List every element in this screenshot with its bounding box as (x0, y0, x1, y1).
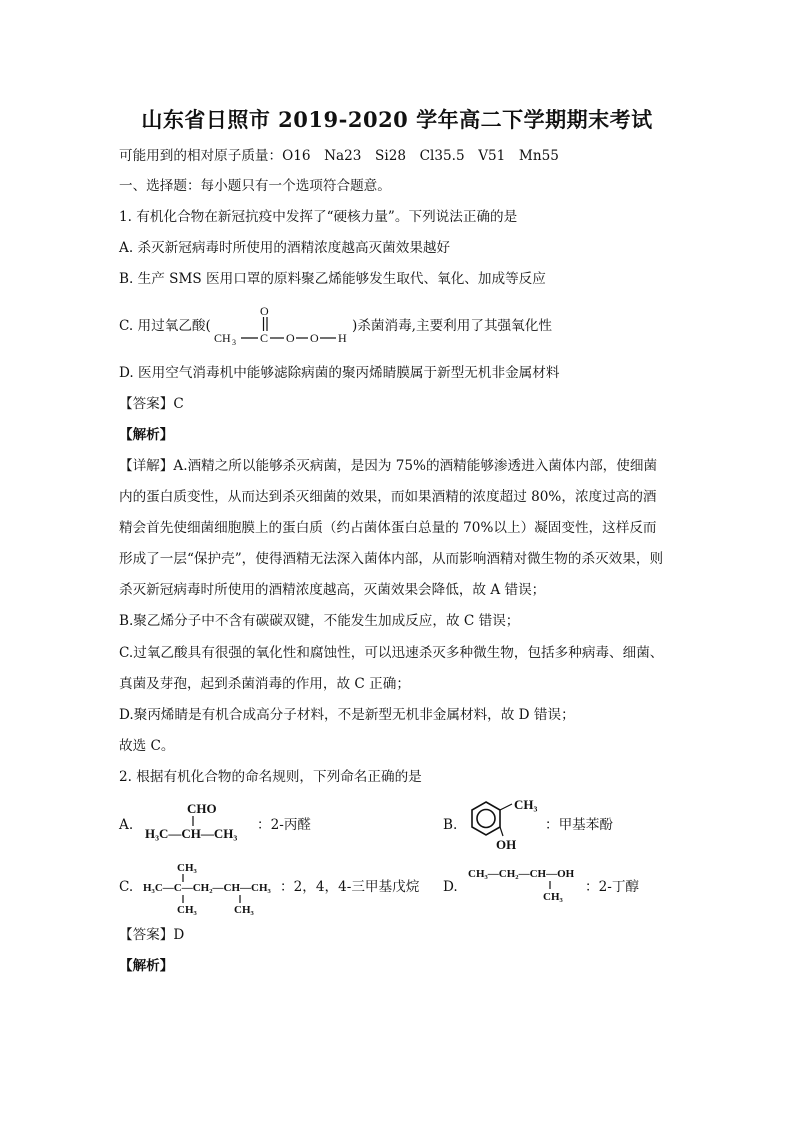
pa-o2: O (310, 331, 319, 345)
q2a-chain: H₃C—CH—CH₃ (145, 826, 238, 841)
q2-option-a-name: ：2-丙醛 (257, 817, 312, 833)
q1-option-c-prefix: C. 用过氧乙酸( (119, 318, 211, 334)
pa-o1: O (286, 331, 295, 345)
q2-stem: 2. 根据有机化合物的命名规则，下列命名正确的是 (119, 769, 422, 785)
q2-option-a-label: A. (119, 817, 134, 833)
q2-option-d-label: D. (443, 879, 458, 895)
q2b-oh-bond (500, 827, 503, 836)
page-title: 山东省日照市 2019-2020 学年高二下学期期末考试 (141, 107, 653, 132)
q1-detail-line-4: 形成了一层“保护壳”，使得酒精无法深入菌体内部，从而影响酒精对微生物的杀灭效果，则 (119, 551, 664, 567)
q1-detail-line-7: C.过氧乙酸具有很强的氧化性和腐蚀性，可以迅速杀灭多种微生物，包括多种病毒、细菌、 (119, 645, 664, 661)
q1-detail-line-8: 真菌及芽孢，起到杀菌消毒的作用，故 C 正确； (119, 676, 410, 692)
q2a-cho: CHO (187, 801, 217, 816)
q2-b-structure (466, 796, 546, 854)
q2c-main-chain: H₃C—C—CH₂—CH—CH₃ (143, 882, 271, 894)
q1-detail-line-10: 故选 C。 (119, 738, 175, 754)
q1-option-c-suffix: )杀菌消毒,主要利用了其强氧化性 (352, 318, 552, 334)
q2c-bottom-ch3-1: CH₃ (177, 904, 197, 916)
q2b-methyl-bond (500, 804, 512, 810)
q1-detail-line-5: 杀灭新冠病毒时所使用的酒精浓度越高，灭菌效果会降低，故 A 错误； (119, 582, 546, 598)
q1-detail-line-3: 精会首先使细菌细胞膜上的蛋白质（约占菌体蛋白总量的 70%以上）凝固变性，这样反而 (119, 520, 657, 536)
q1-answer: 【答案】C (119, 396, 184, 412)
q1-stem: 1. 有机化合物在新冠抗疫中发挥了“硬核力量”。下列说法正确的是 (119, 209, 518, 225)
q2b-oh: OH (496, 837, 517, 852)
q1-detail-line-2: 内的蛋白质变性，从而达到杀灭细菌的效果，而如果酒精的浓度超过 80%，浓度过高的酒 (119, 489, 657, 505)
q1-detail-line-6: B.聚乙烯分子中不含有碳碳双键，不能发生加成反应，故 C 错误； (119, 613, 520, 629)
q2-answer: 【答案】D (119, 927, 185, 943)
pa-carbon: C (260, 331, 269, 345)
q1-detail-line-9: D.聚丙烯睛是有机合成高分子材料，不是新型无机非金属材料，故 D 错误； (119, 707, 575, 723)
pa-ch3: CH (214, 331, 231, 345)
peracetic-acid-structure (212, 302, 354, 348)
q2c-bottom-ch3-2: CH₃ (234, 904, 254, 916)
q1-detail-line-1: 【详解】A.酒精之所以能够杀灭病菌，是因为 75%的酒精能够渗透进入菌体内部，使细菌 (119, 458, 658, 474)
q2-d-structure (468, 864, 588, 906)
q2c-top-ch3: CH₃ (177, 862, 197, 874)
q2-c-structure (143, 858, 283, 916)
q2d-main-chain: CH₃—CH₂—CH—OH (468, 868, 575, 880)
q2-a-structure (145, 800, 257, 842)
q2-option-c-name: ：2，4，4-三甲基戊烷 (280, 879, 420, 895)
q1-option-a: A. 杀灭新冠病毒时所使用的酒精浓度越高灭菌效果越好 (119, 240, 451, 256)
atomic-masses: 可能用到的相对原子质量：O16 Na23 Si28 Cl35.5 V51 Mn55 (119, 148, 559, 164)
q2-option-b-label: B. (443, 817, 458, 833)
pa-h: H (338, 331, 347, 345)
q2-analysis-heading: 【解析】 (119, 958, 174, 974)
section-heading: 一、选择题：每小题只有一个选项符合题意。 (119, 178, 391, 194)
q2-option-c-label: C. (119, 879, 134, 895)
q1-analysis-heading: 【解析】 (119, 427, 174, 443)
pa-sub3: 3 (232, 338, 236, 347)
q1-option-d: D. 医用空气消毒机中能够滤除病菌的聚丙烯睛膜属于新型无机非金属材料 (119, 365, 560, 381)
q2-option-b-name: ：甲基苯酚 (545, 817, 613, 833)
q2b-ch3: CH₃ (514, 797, 538, 812)
benzene-inner-circle (477, 810, 495, 828)
q2d-bottom-ch3: CH₃ (543, 891, 563, 903)
q1-option-b: B. 生产 SMS 医用口罩的原料聚乙烯能够发生取代、氧化、加成等反应 (119, 271, 546, 287)
q2-option-d-name: ：2-丁醇 (585, 879, 640, 895)
pa-o-top: O (260, 304, 269, 318)
